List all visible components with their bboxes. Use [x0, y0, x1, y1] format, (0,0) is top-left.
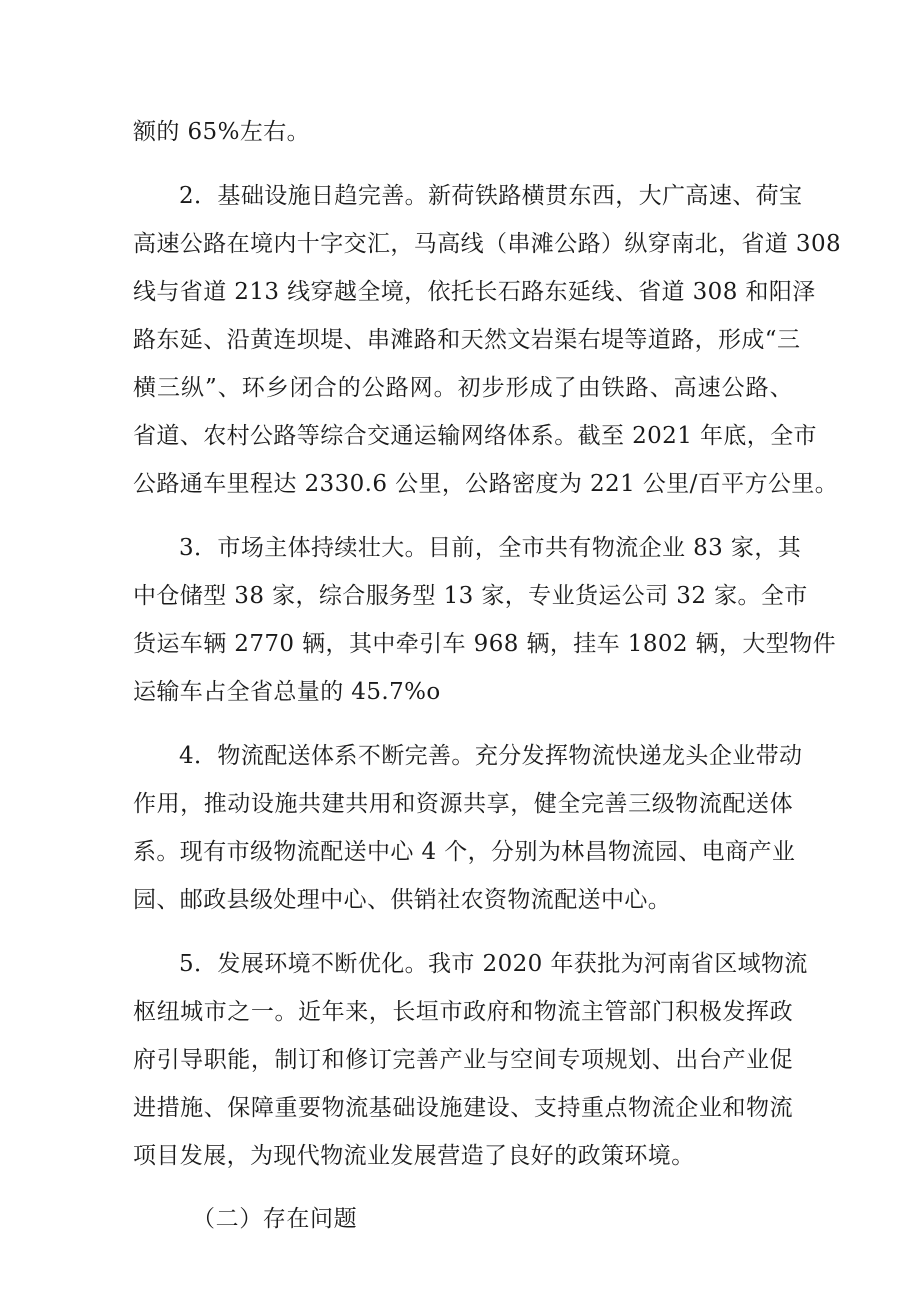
paragraph-2-line-1: 2．基础设施日趋完善。新荷铁路横贯东西，大广高速、荷宝: [179, 183, 803, 209]
section-heading-problems: （二）存在问题: [192, 1206, 358, 1232]
paragraph-3-line-1: 3．市场主体持续壮大。目前，全市共有物流企业 83 家，其: [179, 535, 802, 561]
paragraph-5-line-5: 项目发展，为现代物流业发展营造了良好的政策环境。: [133, 1143, 695, 1169]
paragraph-3-line-2: 中仓储型 38 家，综合服务型 13 家，专业货运公司 32 家。全市: [133, 583, 808, 609]
paragraph-4-line-4: 园、邮政县级处理中心、供销社农资物流配送中心。: [133, 887, 672, 913]
paragraph-3-line-4: 运输车占全省总量的 45.7%o: [133, 679, 441, 705]
paragraph-2-line-3: 线与省道 213 线穿越全境，依托长石路东延线、省道 308 和阳泽: [133, 279, 816, 305]
paragraph-5-line-2: 枢纽城市之一。近年来，长垣市政府和物流主管部门积极发挥政: [133, 999, 793, 1025]
paragraph-3-line-3: 货运车辆 2770 辆，其中牵引车 968 辆，挂车 1802 辆，大型物件: [133, 631, 837, 657]
paragraph-2-line-6: 省道、农村公路等综合交通运输网络体系。截至 2021 年底，全市: [133, 423, 817, 449]
paragraph-5-line-1: 5．发展环境不断优化。我市 2020 年获批为河南省区域物流: [179, 951, 808, 977]
paragraph-1-line-1: 额的 65%左右。: [133, 119, 311, 145]
paragraph-2-line-2: 高速公路在境内十字交汇，马高线（串滩公路）纵穿南北，省道 308: [133, 231, 842, 257]
paragraph-2-line-5: 横三纵”、环乡闭合的公路网。初步形成了由铁路、高速公路、: [133, 375, 793, 401]
paragraph-4-line-3: 系。现有市级物流配送中心 4 个，分别为林昌物流园、电商产业: [133, 839, 796, 865]
paragraph-2-line-4: 路东延、沿黄连坝堤、串滩路和天然文岩渠右堤等道路，形成“三: [133, 327, 801, 353]
paragraph-4-line-1: 4．物流配送体系不断完善。充分发挥物流快递龙头企业带动: [179, 743, 803, 769]
paragraph-5-line-4: 进措施、保障重要物流基础设施建设、支持重点物流企业和物流: [133, 1095, 793, 1121]
paragraph-5-line-3: 府引导职能，制订和修订完善产业与空间专项规划、出台产业促: [133, 1047, 793, 1073]
paragraph-4-line-2: 作用，推动设施共建共用和资源共享，健全完善三级物流配送体: [133, 791, 793, 817]
paragraph-2-line-7: 公路通车里程达 2330.6 公里，公路密度为 221 公里/百平方公里。: [133, 471, 839, 497]
